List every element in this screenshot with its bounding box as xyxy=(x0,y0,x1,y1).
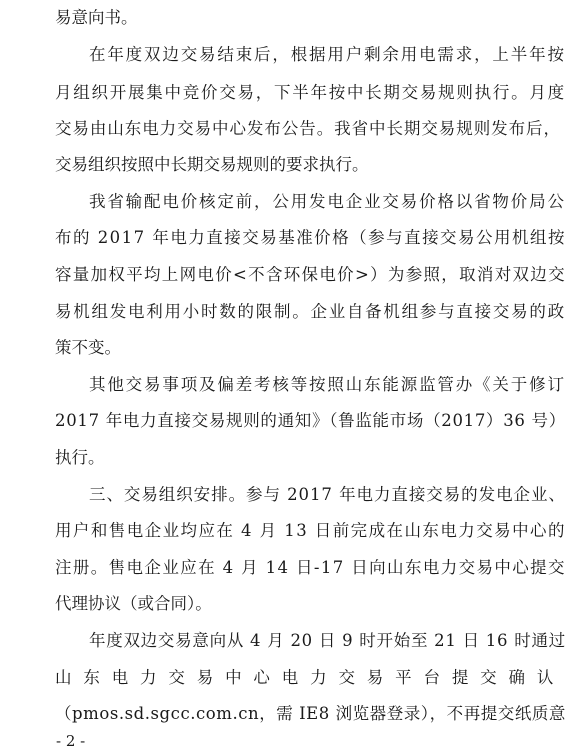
text-line-18: 年度双边交易意向从 4 月 20 日 9 时开始至 21 日 16 时通过 xyxy=(89,631,566,650)
text-line-2: 在年度双边交易结束后，根据用户剩余用电需求，上半年按 xyxy=(89,45,566,64)
text-line-4: 交易由山东电力交易中心发布公告。我省中长期交易规则发布后， xyxy=(55,119,561,138)
text-line-20: （pmos.sd.sgcc.com.cn，需 IE8 浏览器登录），不再提交纸质意 xyxy=(55,704,566,723)
text-line-7: 布的 2017 年电力直接交易基准价格（参与直接交易公用机组按 xyxy=(55,228,566,247)
text-line-19: 山东电力交易中心电力交易平台提交确认 xyxy=(55,668,566,687)
text-line-11: 其他交易事项及偏差考核等按照山东能源监管办《关于修订 xyxy=(89,375,566,394)
text-line-17: 代理协议（或合同）。 xyxy=(55,594,212,613)
text-line-3: 月组织开展集中竞价交易，下半年按中长期交易规则执行。月度 xyxy=(55,83,566,102)
text-line-13: 执行。 xyxy=(55,448,105,467)
text-line-6: 我省输配电价核定前，公用发电企业交易价格以省物价局公 xyxy=(89,192,566,211)
text-line-5: 交易组织按照中长期交易规则的要求执行。 xyxy=(55,155,369,174)
text-line-15: 用户和售电企业均应在 4 月 13 日前完成在山东电力交易中心的 xyxy=(55,521,566,540)
page-number: - 2 - xyxy=(56,732,86,750)
text-line-10: 策不变。 xyxy=(55,338,121,357)
text-line-1: 易意向书。 xyxy=(55,8,138,27)
text-line-9: 易机组发电利用小时数的限制。企业自备机组参与直接交易的政 xyxy=(55,302,566,321)
text-line-12: 2017 年电力直接交易规则的通知》（鲁监能市场（2017）36 号） xyxy=(55,411,566,430)
text-line-8: 容量加权平均上网电价<不含环保电价>）为参照，取消对双边交 xyxy=(55,265,566,284)
text-line-16: 注册。售电企业应在 4 月 14 日-17 日向山东电力交易中心提交 xyxy=(55,558,566,577)
text-line-14: 三、交易组织安排。参与 2017 年电力直接交易的发电企业、 xyxy=(89,485,566,504)
